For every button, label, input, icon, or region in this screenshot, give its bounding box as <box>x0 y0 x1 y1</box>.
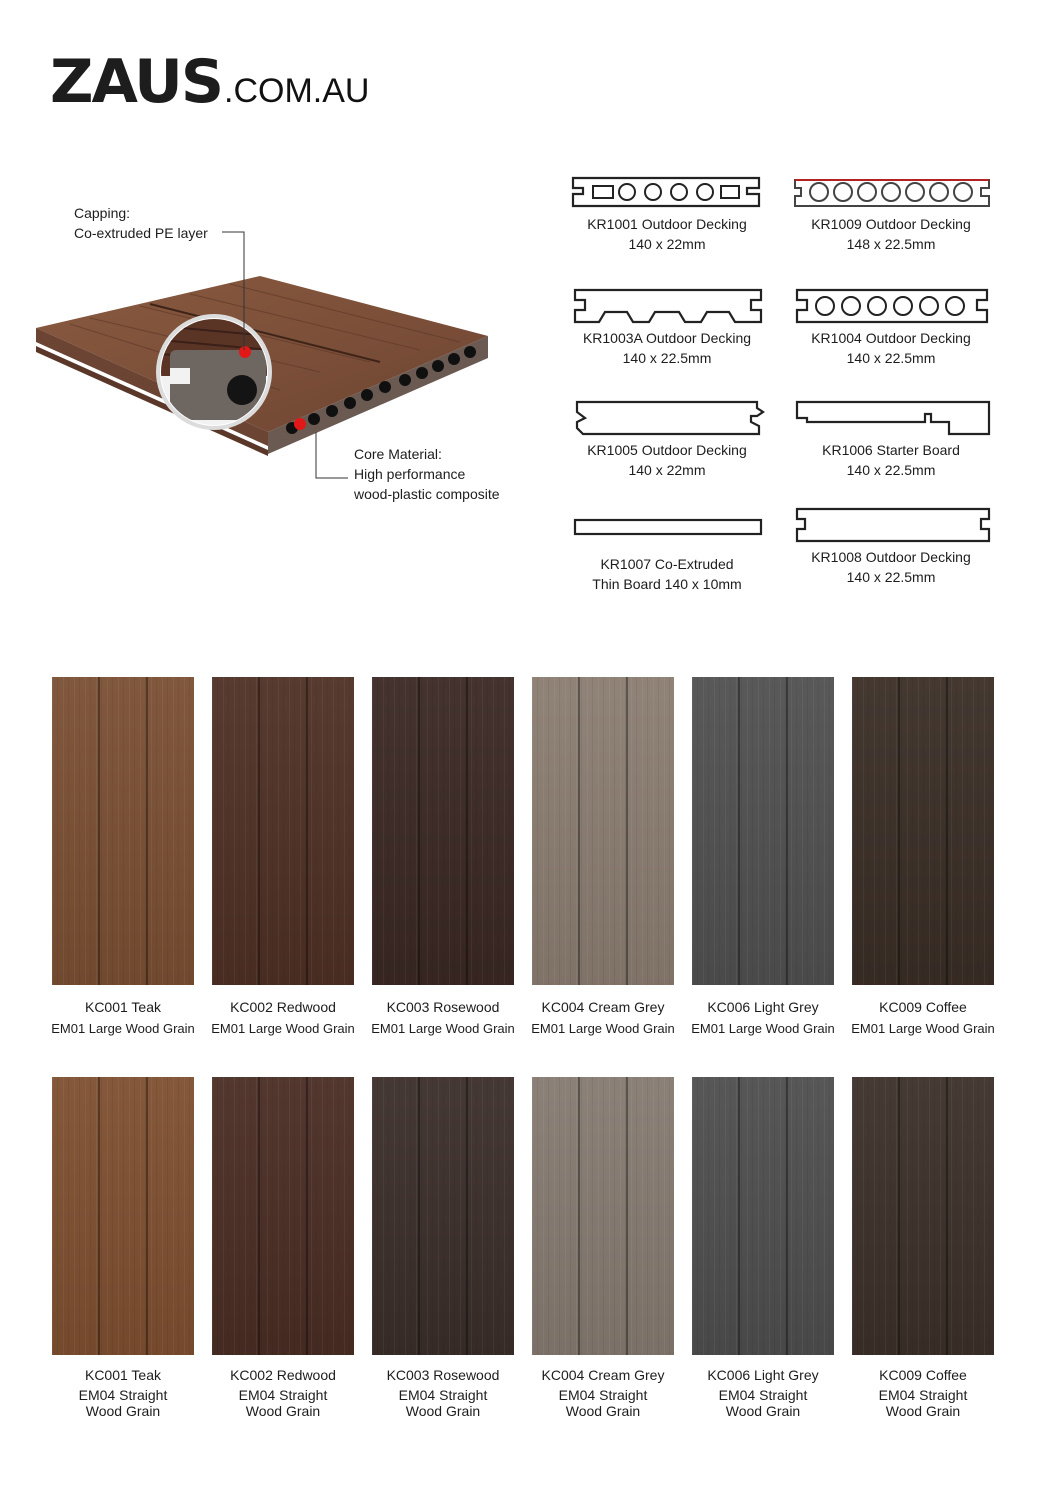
profile-name: KR1006 Starter Board <box>822 442 960 458</box>
swatch-kc006-em04 <box>692 1077 834 1419</box>
swatch-panel <box>52 677 194 985</box>
profile-kr1003a <box>567 286 767 368</box>
swatch-grain-2: Wood Grain <box>565 1403 641 1419</box>
swatch-kc001-em04 <box>52 1077 194 1419</box>
swatch-code: KC009 Coffee <box>879 1367 967 1383</box>
swatch-panel <box>532 1077 674 1355</box>
capping-title: Capping: <box>74 205 131 221</box>
swatch-grain-2: Wood Grain <box>245 1403 321 1419</box>
profile-kr1004-section <box>791 286 991 328</box>
core-title: Core Material: <box>354 446 442 462</box>
swatch-panel <box>52 1077 194 1355</box>
profile-size: 148 x 22.5mm <box>846 236 936 252</box>
swatch-kc004-em04 <box>532 1077 674 1419</box>
swatch-code: KC001 Teak <box>84 999 161 1015</box>
profile-name: KR1003A Outdoor Decking <box>582 330 752 346</box>
swatch-kc003-em04 <box>372 1077 514 1419</box>
profile-kr1006 <box>791 398 991 480</box>
swatch-grain-1: EM04 Straight <box>558 1387 648 1403</box>
swatch-grain: EM01 Large Wood Grain <box>211 1021 355 1036</box>
swatch-code: KC009 Coffee <box>879 999 967 1015</box>
swatch-grain: EM01 Large Wood Grain <box>851 1021 995 1036</box>
swatch-grain-2: Wood Grain <box>725 1403 801 1419</box>
decking-board-illustration <box>30 200 530 520</box>
profile-kr1004 <box>791 286 991 368</box>
profile-kr1006-section <box>791 398 995 440</box>
swatch-kc004-em01 <box>531 677 675 1036</box>
swatch-code: KC006 Light Grey <box>707 999 819 1015</box>
swatch-kc002-em01 <box>211 677 355 1036</box>
profile-size: Thin Board 140 x 10mm <box>592 576 742 592</box>
core-desc-1: High performance <box>354 466 466 482</box>
profile-name: KR1001 Outdoor Decking <box>587 216 747 232</box>
swatch-grain-1: EM04 Straight <box>238 1387 328 1403</box>
swatch-kc009-em01 <box>851 677 995 1036</box>
swatch-grain-1: EM04 Straight <box>398 1387 488 1403</box>
swatch-kc001-em01 <box>51 677 195 1036</box>
swatch-grain-1: EM04 Straight <box>878 1387 968 1403</box>
profile-kr1005 <box>567 398 767 480</box>
core-desc-2: wood-plastic composite <box>354 486 500 502</box>
logo-domain: .COM.AU <box>224 72 370 110</box>
swatch-grain-1: EM04 Straight <box>718 1387 808 1403</box>
swatch-kc009-em04 <box>852 1077 994 1419</box>
swatch-panel <box>852 1077 994 1355</box>
swatch-code: KC006 Light Grey <box>707 1367 819 1383</box>
swatch-panel <box>212 677 354 985</box>
profile-size: 140 x 22.5mm <box>846 350 936 366</box>
swatch-grain-2: Wood Grain <box>85 1403 161 1419</box>
profile-kr1008 <box>791 505 991 587</box>
swatch-panel <box>372 677 514 985</box>
profile-kr1001-section <box>569 172 765 214</box>
swatch-grain: EM01 Large Wood Grain <box>531 1021 675 1036</box>
swatch-panel <box>372 1077 514 1355</box>
swatch-code: KC002 Redwood <box>230 1367 336 1383</box>
swatch-code: KC002 Redwood <box>230 999 336 1015</box>
swatch-kc006-em01 <box>691 677 835 1036</box>
profile-kr1007 <box>567 510 767 594</box>
logo-main: ZAUS <box>50 47 223 117</box>
swatch-grain-2: Wood Grain <box>405 1403 481 1419</box>
swatch-grain-1: EM04 Straight <box>78 1387 168 1403</box>
profile-size: 140 x 22.5mm <box>622 350 712 366</box>
profile-size: 140 x 22mm <box>628 236 706 252</box>
profile-size: 140 x 22mm <box>628 462 706 478</box>
profile-kr1007-section <box>569 510 765 540</box>
profile-name: KR1007 Co-Extruded <box>600 556 734 572</box>
swatch-grain: EM01 Large Wood Grain <box>51 1021 195 1036</box>
profile-size: 140 x 22.5mm <box>846 462 936 478</box>
swatch-code: KC004 Cream Grey <box>541 1367 665 1383</box>
swatch-grain: EM01 Large Wood Grain <box>371 1021 515 1036</box>
swatch-kc002-em04 <box>212 1077 354 1419</box>
profile-kr1005-section <box>569 398 765 440</box>
profile-kr1003a-section <box>569 286 765 328</box>
swatch-grain: EM01 Large Wood Grain <box>691 1021 835 1036</box>
swatch-code: KC003 Rosewood <box>386 1367 500 1383</box>
swatch-code: KC003 Rosewood <box>386 999 500 1015</box>
swatch-code: KC004 Cream Grey <box>541 999 665 1015</box>
swatch-panel <box>212 1077 354 1355</box>
profile-kr1001 <box>567 172 767 254</box>
swatch-kc003-em01 <box>371 677 515 1036</box>
swatch-code: KC001 Teak <box>84 1367 161 1383</box>
profile-kr1008-section <box>791 505 995 547</box>
brand-logo <box>50 47 370 117</box>
profile-size: 140 x 22.5mm <box>846 569 936 585</box>
swatch-panel <box>852 677 994 985</box>
profile-name: KR1005 Outdoor Decking <box>587 442 747 458</box>
swatch-panel <box>692 677 834 985</box>
profile-kr1009-section <box>791 172 995 214</box>
profile-name: KR1008 Outdoor Decking <box>811 549 971 565</box>
profile-name: KR1009 Outdoor Decking <box>811 216 971 232</box>
profile-name: KR1004 Outdoor Decking <box>811 330 971 346</box>
swatch-panel <box>532 677 674 985</box>
profile-kr1009 <box>791 172 991 254</box>
swatch-panel <box>692 1077 834 1355</box>
capping-desc: Co-extruded PE layer <box>74 225 208 241</box>
swatch-grain-2: Wood Grain <box>885 1403 961 1419</box>
